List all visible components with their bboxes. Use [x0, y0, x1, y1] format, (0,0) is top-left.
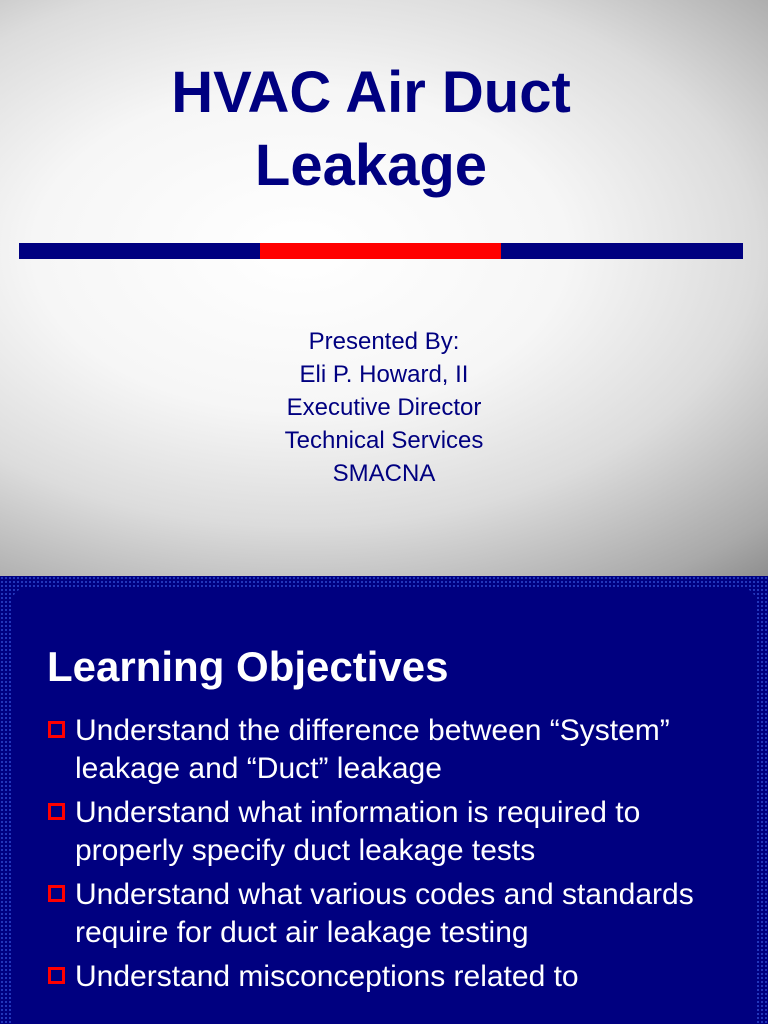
slide-title: [0, 56, 742, 202]
list-item: [48, 712, 748, 788]
divider-right-navy: [501, 243, 743, 259]
list-item: [48, 958, 748, 996]
list-item-text: Understand the difference between “System” leakage and “Duct” leakage: [75, 714, 670, 785]
list-item: [48, 876, 748, 952]
hollow-square-bullet-icon: [48, 967, 65, 984]
hollow-square-bullet-icon: [48, 803, 65, 820]
list-item-text: Understand what various codes and standards require for duct air leakage testing: [75, 878, 694, 949]
objectives-list: [48, 712, 748, 1002]
list-item-text: Understand what information is required to properly specify duct leakage tests: [75, 796, 641, 867]
list-item: [48, 794, 748, 870]
hollow-square-bullet-icon: [48, 885, 65, 902]
slide-title-line-2: Leakage: [254, 133, 488, 198]
hollow-square-bullet-icon: [48, 721, 65, 738]
list-item-text: Understand misconceptions related to: [75, 960, 579, 993]
presenter-line: Presented By:: [308, 328, 460, 355]
presenter-line: Technical Services: [284, 427, 484, 454]
presenter-line: SMACNA: [332, 460, 436, 487]
presenter-line: Executive Director: [286, 394, 482, 421]
objectives-title: Learning Objectives: [47, 643, 449, 690]
slide-title-line-1: HVAC Air Duct: [171, 60, 571, 125]
presenter-line: Eli P. Howard, II: [299, 361, 469, 388]
presenter-info: [0, 325, 768, 490]
divider-left-navy: [19, 243, 260, 259]
divider-middle-red: [260, 243, 501, 259]
